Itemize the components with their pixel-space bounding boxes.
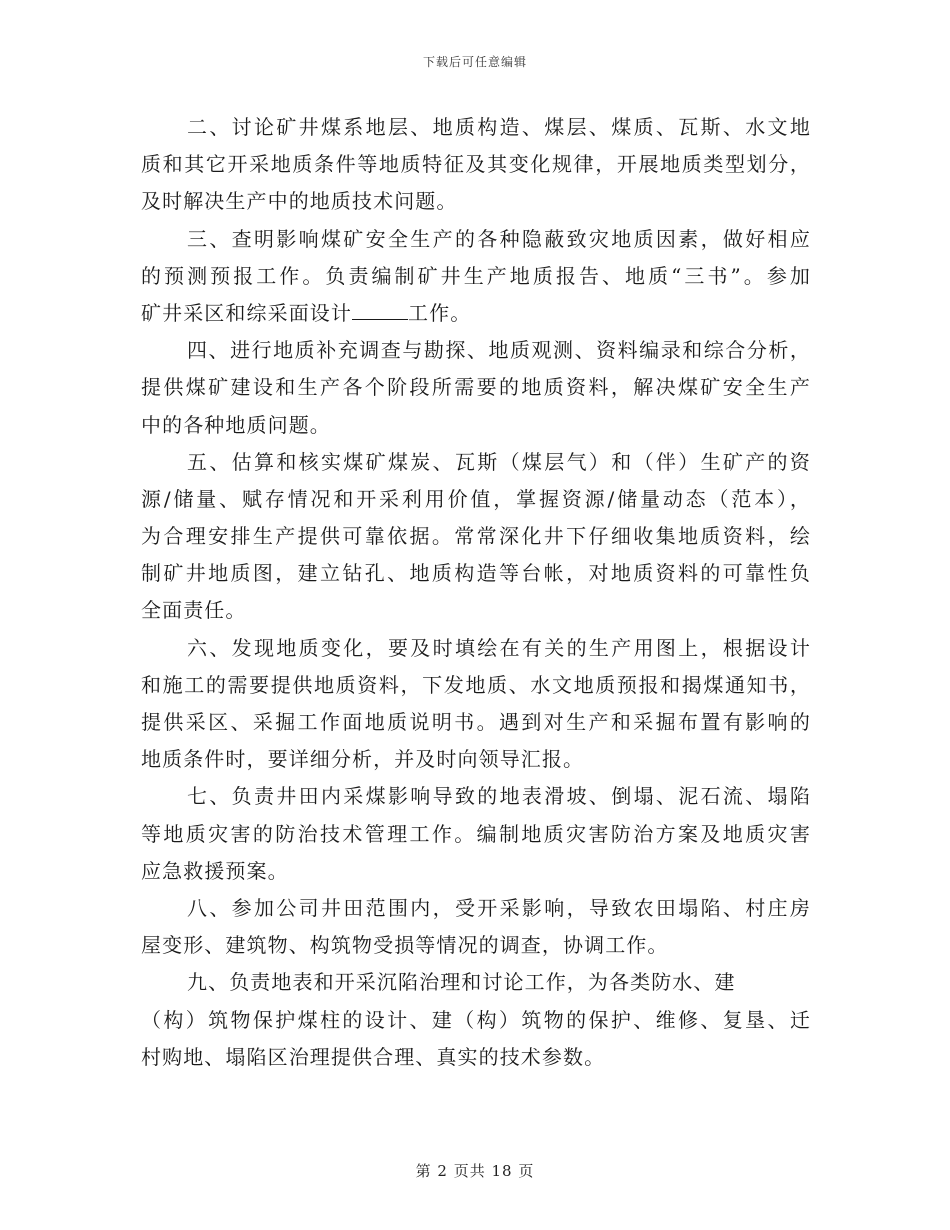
text-line-with-blank <box>141 295 811 332</box>
paragraph-7 <box>141 778 811 890</box>
text-line: 四、进行地质补充调查与勘探、地质观测、资料编录和综合分析， <box>187 338 811 363</box>
text-line: 提供煤矿建设和生产各个阶段所需要的地质资料，解决煤矿安全生产 <box>141 375 811 400</box>
text-line: 村购地、塌陷区治理提供合理、真实的技术参数。 <box>141 1044 606 1069</box>
page-header: 下载后可任意编辑 <box>422 55 527 69</box>
text-line: 提供采区、采掘工作面地质说明书。遇到对生产和采掘布置有影响的 <box>141 710 811 734</box>
text-line: 五、估算和核实煤矿煤炭、瓦斯（煤层气）和（伴）生矿产的资 <box>187 449 811 474</box>
text-line: 源/储量、赋存情况和开采利用价值，掌握资源/储量动态（范本）， <box>141 486 811 511</box>
paragraph-2 <box>141 109 811 221</box>
text-line: 的预测预报工作。负责编制矿井生产地质报告、地质“三书”。参加 <box>141 263 811 288</box>
paragraph-5 <box>141 444 811 630</box>
text-fragment: 矿井采区和综采面设计 <box>141 300 352 325</box>
document-body <box>141 109 811 1076</box>
text-line: 屋变形、建筑物、构筑物受损等情况的调查，协调工作。 <box>141 933 669 958</box>
text-line: 八、参加公司井田范围内，受开采影响，导致农田塌陷、村庄房 <box>187 895 811 920</box>
paragraph-6 <box>141 630 811 779</box>
text-line: 等地质灾害的防治技术管理工作。编制地质灾害防治方案及地质灾害 <box>141 821 811 846</box>
paragraph-9 <box>141 964 811 1076</box>
paragraph-3 <box>141 221 811 333</box>
text-line: 三、查明影响煤矿安全生产的各种隐蔽致灾地质因素，做好相应 <box>187 226 811 251</box>
text-line: 九、负责地表和开采沉陷治理和讨论工作，为各类防水、建 <box>187 970 736 995</box>
text-line: 全面责任。 <box>141 598 247 623</box>
text-line: 中的各种地质问题。 <box>141 412 331 437</box>
text-line: 六、发现地质变化，要及时填绘在有关的生产用图上，根据设计 <box>187 635 811 660</box>
text-line: （构）筑物保护煤柱的设计、建（构）筑物的保护、维修、复垦、迁 <box>141 1007 811 1032</box>
text-line: 地质条件时，要详细分析，并及时向领导汇报。 <box>141 747 585 772</box>
text-line: 质和其它开采地质条件等地质特征及其变化规律，开展地质类型划分， <box>141 152 811 177</box>
text-line: 二、讨论矿井煤系地层、地质构造、煤层、煤质、瓦斯、水文地 <box>187 115 811 139</box>
fill-in-blank <box>352 301 408 320</box>
text-fragment: 工作。 <box>408 300 472 325</box>
paragraph-8 <box>141 890 811 964</box>
text-line: 和施工的需要提供地质资料，下发地质、水文地质预报和揭煤通知书， <box>141 672 811 697</box>
paragraph-4 <box>141 332 811 444</box>
text-line: 为合理安排生产提供可靠依据。常常深化井下仔细收集地质资料，绘 <box>141 524 811 549</box>
text-line: 七、负责井田内采煤影响导致的地表滑坡、倒塌、泥石流、塌陷 <box>187 784 811 809</box>
text-line: 及时解决生产中的地质技术问题。 <box>141 189 458 214</box>
text-line: 应急救援预案。 <box>141 858 289 883</box>
text-line: 制矿井地质图，建立钻孔、地质构造等台帐，对地质资料的可靠性负 <box>141 561 811 586</box>
page-footer: 第 2 页共 18 页 <box>415 1162 535 1180</box>
